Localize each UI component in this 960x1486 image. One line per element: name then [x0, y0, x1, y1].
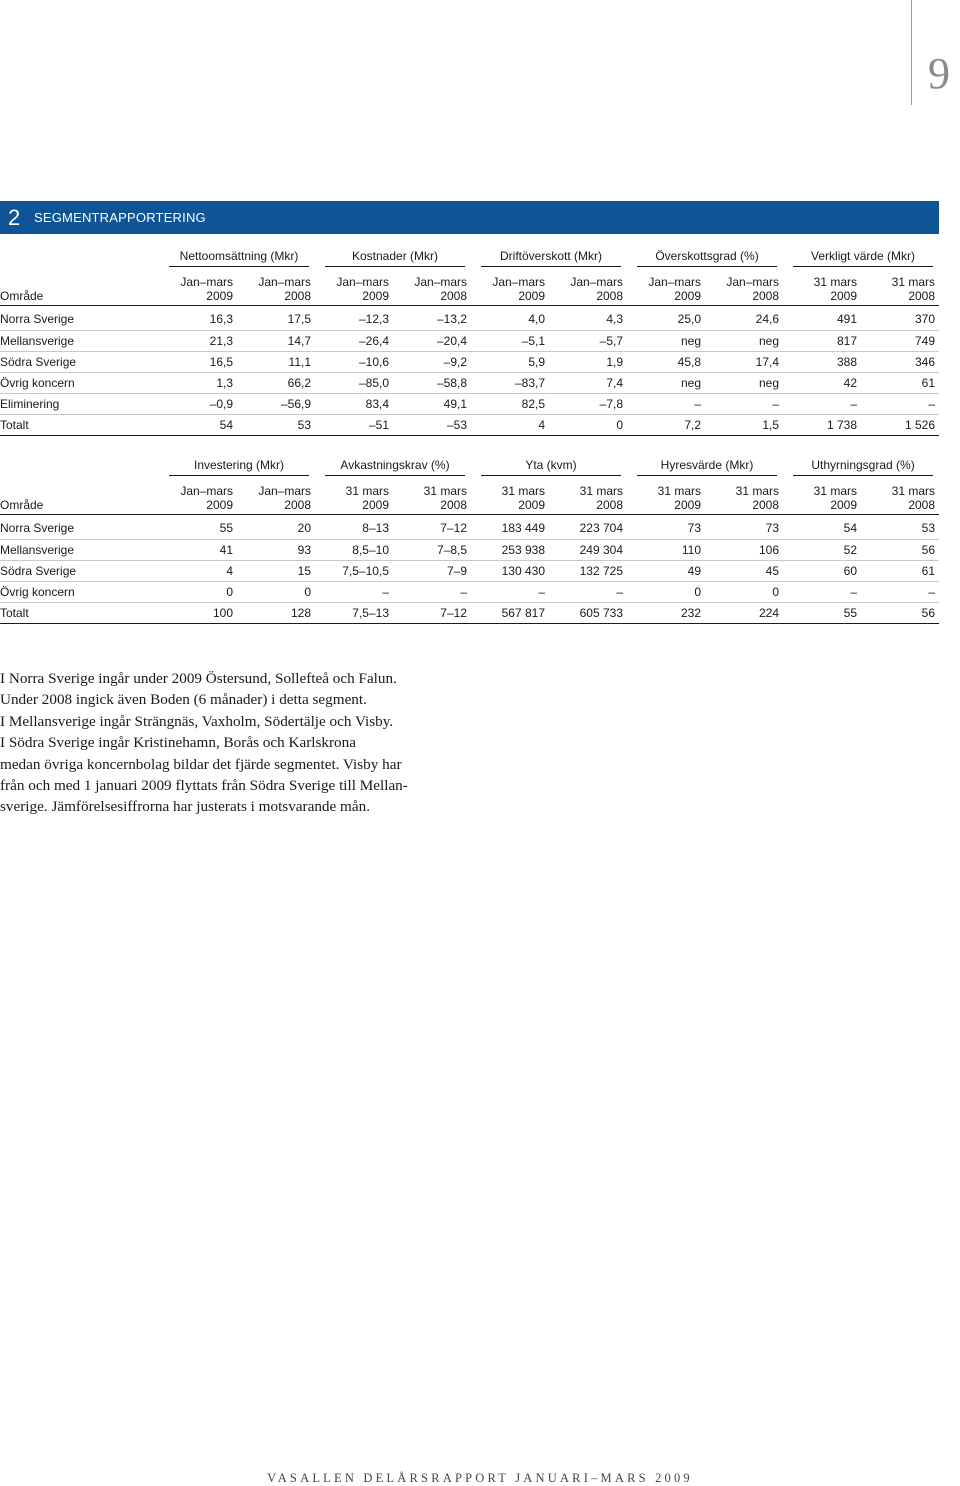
- value-cell: –: [627, 394, 705, 415]
- column-group-label: Uthyrningsgrad (%): [793, 458, 933, 476]
- area-cell: Totalt: [0, 603, 159, 624]
- value-cell: 17,5: [237, 306, 315, 331]
- table-row: [0, 331, 939, 352]
- period-label: 31 mars: [579, 484, 623, 498]
- period-header: [549, 269, 627, 306]
- page-rule: [911, 0, 912, 105]
- value-cell: –: [861, 582, 939, 603]
- period-label: 31 mars: [735, 484, 780, 498]
- period-year: 2009: [674, 498, 701, 512]
- area-cell: Södra Sverige: [0, 561, 159, 582]
- value-cell: 56: [861, 603, 939, 624]
- table-row: [0, 352, 939, 373]
- value-cell: neg: [705, 331, 783, 352]
- note-line: medan övriga koncernbolag bildar det fjärde segmentet. Visby har: [0, 755, 402, 773]
- note-line: I Södra Sverige ingår Kristinehamn, Borås och Karlskrona: [0, 734, 356, 752]
- value-cell: 53: [861, 515, 939, 540]
- column-group-header: [159, 247, 315, 269]
- value-cell: 49,1: [393, 394, 471, 415]
- value-cell: 45: [705, 561, 783, 582]
- value-cell: –: [783, 582, 861, 603]
- value-cell: 4: [471, 415, 549, 436]
- column-group-label: Investering (Mkr): [169, 458, 309, 476]
- column-group-header: [783, 247, 939, 269]
- value-cell: 605 733: [549, 603, 627, 624]
- column-group-label: Driftöverskott (Mkr): [481, 249, 621, 267]
- value-cell: 24,6: [705, 306, 783, 331]
- period-year: 2008: [752, 498, 780, 512]
- value-cell: 20: [237, 515, 315, 540]
- period-label: Jan–mars: [726, 275, 780, 289]
- table-row: [0, 582, 939, 603]
- value-cell: 0: [159, 582, 237, 603]
- value-cell: 1,3: [159, 373, 237, 394]
- table-row: [0, 515, 939, 540]
- value-cell: neg: [627, 331, 705, 352]
- value-cell: –: [705, 394, 783, 415]
- value-cell: 61: [861, 561, 939, 582]
- period-header: [237, 269, 315, 306]
- period-header: [705, 269, 783, 306]
- period-header: [159, 269, 237, 306]
- value-cell: 25,0: [627, 306, 705, 331]
- value-cell: 41: [159, 540, 237, 561]
- value-cell: 17,4: [705, 352, 783, 373]
- area-column-header: Område: [0, 478, 159, 515]
- period-header: [315, 269, 393, 306]
- value-cell: –: [315, 582, 393, 603]
- value-cell: 54: [783, 515, 861, 540]
- column-group-label: Verkligt värde (Mkr): [793, 249, 933, 267]
- value-cell: 1 526: [861, 415, 939, 436]
- period-header: [237, 478, 315, 515]
- value-cell: 232: [627, 603, 705, 624]
- value-cell: neg: [705, 373, 783, 394]
- column-group-header: [315, 247, 471, 269]
- period-header: [159, 478, 237, 515]
- value-cell: 8,5–10: [315, 540, 393, 561]
- value-cell: 55: [159, 515, 237, 540]
- value-cell: 7–8,5: [393, 540, 471, 561]
- value-cell: 0: [705, 582, 783, 603]
- value-cell: –58,8: [393, 373, 471, 394]
- period-year: 2008: [596, 289, 624, 303]
- total-row: [0, 415, 939, 436]
- group-header-blank: [0, 456, 159, 478]
- value-cell: 42: [783, 373, 861, 394]
- value-cell: 183 449: [471, 515, 549, 540]
- value-cell: 388: [783, 352, 861, 373]
- value-cell: 253 938: [471, 540, 549, 561]
- column-group-header: [471, 247, 627, 269]
- period-label: 31 mars: [345, 484, 389, 498]
- period-year: 2009: [830, 498, 858, 512]
- value-cell: 0: [549, 415, 627, 436]
- period-label: Jan–mars: [258, 484, 311, 498]
- note-line: I Mellansverige ingår Strängnäs, Vaxholm, Södertälje och Visby.: [0, 712, 394, 730]
- period-label: Jan–mars: [180, 484, 233, 498]
- value-cell: 223 704: [549, 515, 627, 540]
- period-label: Jan–mars: [180, 275, 233, 289]
- value-cell: –53: [393, 415, 471, 436]
- value-cell: 73: [627, 515, 705, 540]
- value-cell: 110: [627, 540, 705, 561]
- value-cell: 83,4: [315, 394, 393, 415]
- area-column-header: Område: [0, 269, 159, 306]
- value-cell: 14,7: [237, 331, 315, 352]
- area-cell: Mellansverige: [0, 331, 159, 352]
- value-cell: 100: [159, 603, 237, 624]
- table-row: [0, 540, 939, 561]
- value-cell: 66,2: [237, 373, 315, 394]
- period-header: [783, 478, 861, 515]
- value-cell: 7–12: [393, 603, 471, 624]
- period-header: [315, 478, 393, 515]
- value-cell: –0,9: [159, 394, 237, 415]
- period-year: 2009: [362, 498, 389, 512]
- value-cell: 491: [783, 306, 861, 331]
- value-cell: 16,3: [159, 306, 237, 331]
- value-cell: 54: [159, 415, 237, 436]
- page-footer: VASALLEN DELÅRSRAPPORT JANUARI–MARS 2009: [267, 1471, 693, 1485]
- column-group-label: Nettoomsättning (Mkr): [169, 249, 309, 267]
- value-cell: 7,2: [627, 415, 705, 436]
- period-label: 31 mars: [813, 275, 858, 289]
- value-cell: 8–13: [315, 515, 393, 540]
- area-cell: Övrig koncern: [0, 582, 159, 603]
- value-cell: 93: [237, 540, 315, 561]
- value-cell: 1 738: [783, 415, 861, 436]
- period-label: 31 mars: [501, 484, 545, 498]
- value-cell: 1,5: [705, 415, 783, 436]
- value-cell: 817: [783, 331, 861, 352]
- value-cell: –26,4: [315, 331, 393, 352]
- period-year: 2008: [284, 289, 312, 303]
- value-cell: 61: [861, 373, 939, 394]
- period-year: 2008: [440, 289, 468, 303]
- note-line: I Norra Sverige ingår under 2009 Östersund, Sollefteå och Falun.: [0, 670, 397, 687]
- value-cell: 60: [783, 561, 861, 582]
- period-year: 2008: [908, 289, 936, 303]
- period-label: Jan–mars: [414, 275, 468, 289]
- period-label: 31 mars: [657, 484, 701, 498]
- area-cell: Norra Sverige: [0, 306, 159, 331]
- period-header: [549, 478, 627, 515]
- period-header: [627, 269, 705, 306]
- column-group-header: [627, 247, 783, 269]
- value-cell: 749: [861, 331, 939, 352]
- value-cell: 130 430: [471, 561, 549, 582]
- period-label: Jan–mars: [648, 275, 702, 289]
- value-cell: 4: [159, 561, 237, 582]
- period-label: 31 mars: [423, 484, 467, 498]
- value-cell: 249 304: [549, 540, 627, 561]
- total-row: [0, 603, 939, 624]
- value-cell: –10,6: [315, 352, 393, 373]
- table-row: [0, 306, 939, 331]
- period-label: 31 mars: [813, 484, 858, 498]
- value-cell: 16,5: [159, 352, 237, 373]
- value-cell: –51: [315, 415, 393, 436]
- period-year: 2008: [284, 498, 311, 512]
- value-cell: –20,4: [393, 331, 471, 352]
- column-group-header: [159, 456, 315, 478]
- value-cell: –85,0: [315, 373, 393, 394]
- area-cell: Norra Sverige: [0, 515, 159, 540]
- value-cell: –12,3: [315, 306, 393, 331]
- value-cell: 224: [705, 603, 783, 624]
- value-cell: –5,7: [549, 331, 627, 352]
- area-cell: Övrig koncern: [0, 373, 159, 394]
- group-header-blank: [0, 247, 159, 269]
- value-cell: 370: [861, 306, 939, 331]
- column-group-header: [783, 456, 939, 478]
- column-group-label: Yta (kvm): [481, 458, 621, 476]
- value-cell: 346: [861, 352, 939, 373]
- value-cell: 45,8: [627, 352, 705, 373]
- period-header: [705, 478, 783, 515]
- value-cell: 56: [861, 540, 939, 561]
- table-row: [0, 561, 939, 582]
- value-cell: –: [393, 582, 471, 603]
- value-cell: 4,0: [471, 306, 549, 331]
- period-label: 31 mars: [891, 275, 936, 289]
- section-header: [0, 201, 939, 234]
- segment-table-1: [0, 247, 939, 436]
- value-cell: 55: [783, 603, 861, 624]
- table-row: [0, 373, 939, 394]
- value-cell: 49: [627, 561, 705, 582]
- area-cell: Eliminering: [0, 394, 159, 415]
- period-year: 2008: [752, 289, 780, 303]
- area-cell: Södra Sverige: [0, 352, 159, 373]
- value-cell: –: [861, 394, 939, 415]
- column-group-label: Kostnader (Mkr): [325, 249, 465, 267]
- period-year: 2009: [206, 289, 233, 303]
- value-cell: –5,1: [471, 331, 549, 352]
- period-year: 2009: [518, 498, 545, 512]
- value-cell: –9,2: [393, 352, 471, 373]
- value-cell: 82,5: [471, 394, 549, 415]
- period-label: Jan–mars: [336, 275, 390, 289]
- value-cell: –56,9: [237, 394, 315, 415]
- column-group-label: Överskottsgrad (%): [637, 249, 777, 267]
- value-cell: 0: [237, 582, 315, 603]
- period-year: 2008: [440, 498, 467, 512]
- column-group-header: [627, 456, 783, 478]
- period-header: [783, 269, 861, 306]
- area-cell: Mellansverige: [0, 540, 159, 561]
- value-cell: 52: [783, 540, 861, 561]
- period-label: 31 mars: [891, 484, 936, 498]
- column-group-label: Hyresvärde (Mkr): [637, 458, 777, 476]
- period-header: [861, 478, 939, 515]
- period-year: 2009: [830, 289, 858, 303]
- value-cell: 5,9: [471, 352, 549, 373]
- table-row: [0, 394, 939, 415]
- value-cell: 7–12: [393, 515, 471, 540]
- value-cell: 73: [705, 515, 783, 540]
- period-header: [393, 269, 471, 306]
- period-header: [393, 478, 471, 515]
- value-cell: 11,1: [237, 352, 315, 373]
- value-cell: 0: [627, 582, 705, 603]
- period-header: [471, 478, 549, 515]
- value-cell: –: [471, 582, 549, 603]
- value-cell: –: [549, 582, 627, 603]
- value-cell: –: [783, 394, 861, 415]
- period-year: 2009: [206, 498, 233, 512]
- value-cell: –7,8: [549, 394, 627, 415]
- value-cell: –83,7: [471, 373, 549, 394]
- period-year: 2009: [362, 289, 390, 303]
- period-year: 2008: [596, 498, 623, 512]
- period-year: 2009: [674, 289, 702, 303]
- value-cell: 567 817: [471, 603, 549, 624]
- section-title: SEGMENTRAPPORTERING: [34, 210, 206, 225]
- value-cell: 53: [237, 415, 315, 436]
- value-cell: –13,2: [393, 306, 471, 331]
- value-cell: 132 725: [549, 561, 627, 582]
- period-header: [471, 269, 549, 306]
- period-label: Jan–mars: [492, 275, 546, 289]
- period-year: 2009: [518, 289, 546, 303]
- column-group-header: [471, 456, 627, 478]
- period-label: Jan–mars: [258, 275, 312, 289]
- page-number: 9: [928, 49, 950, 98]
- column-group-header: [315, 456, 471, 478]
- value-cell: 1,9: [549, 352, 627, 373]
- note-line: Under 2008 ingick även Boden (6 månader) i detta segment.: [0, 691, 367, 709]
- period-year: 2008: [908, 498, 936, 512]
- value-cell: 4,3: [549, 306, 627, 331]
- value-cell: 21,3: [159, 331, 237, 352]
- note-line: från och med 1 januari 2009 flyttats från Södra Sverige till Mellan-: [0, 777, 408, 795]
- segment-notes: [0, 668, 470, 818]
- section-number: 2: [8, 204, 21, 230]
- area-cell: Totalt: [0, 415, 159, 436]
- value-cell: 106: [705, 540, 783, 561]
- value-cell: 128: [237, 603, 315, 624]
- segment-table-2: [0, 456, 939, 624]
- value-cell: 7,5–13: [315, 603, 393, 624]
- value-cell: 15: [237, 561, 315, 582]
- note-line: sverige. Jämförelsesiffrorna har justerats i motsvarande mån.: [0, 798, 371, 816]
- value-cell: 7,5–10,5: [315, 561, 393, 582]
- value-cell: neg: [627, 373, 705, 394]
- value-cell: 7–9: [393, 561, 471, 582]
- value-cell: 7,4: [549, 373, 627, 394]
- period-header: [861, 269, 939, 306]
- period-header: [627, 478, 705, 515]
- period-label: Jan–mars: [570, 275, 624, 289]
- column-group-label: Avkastningskrav (%): [325, 458, 465, 476]
